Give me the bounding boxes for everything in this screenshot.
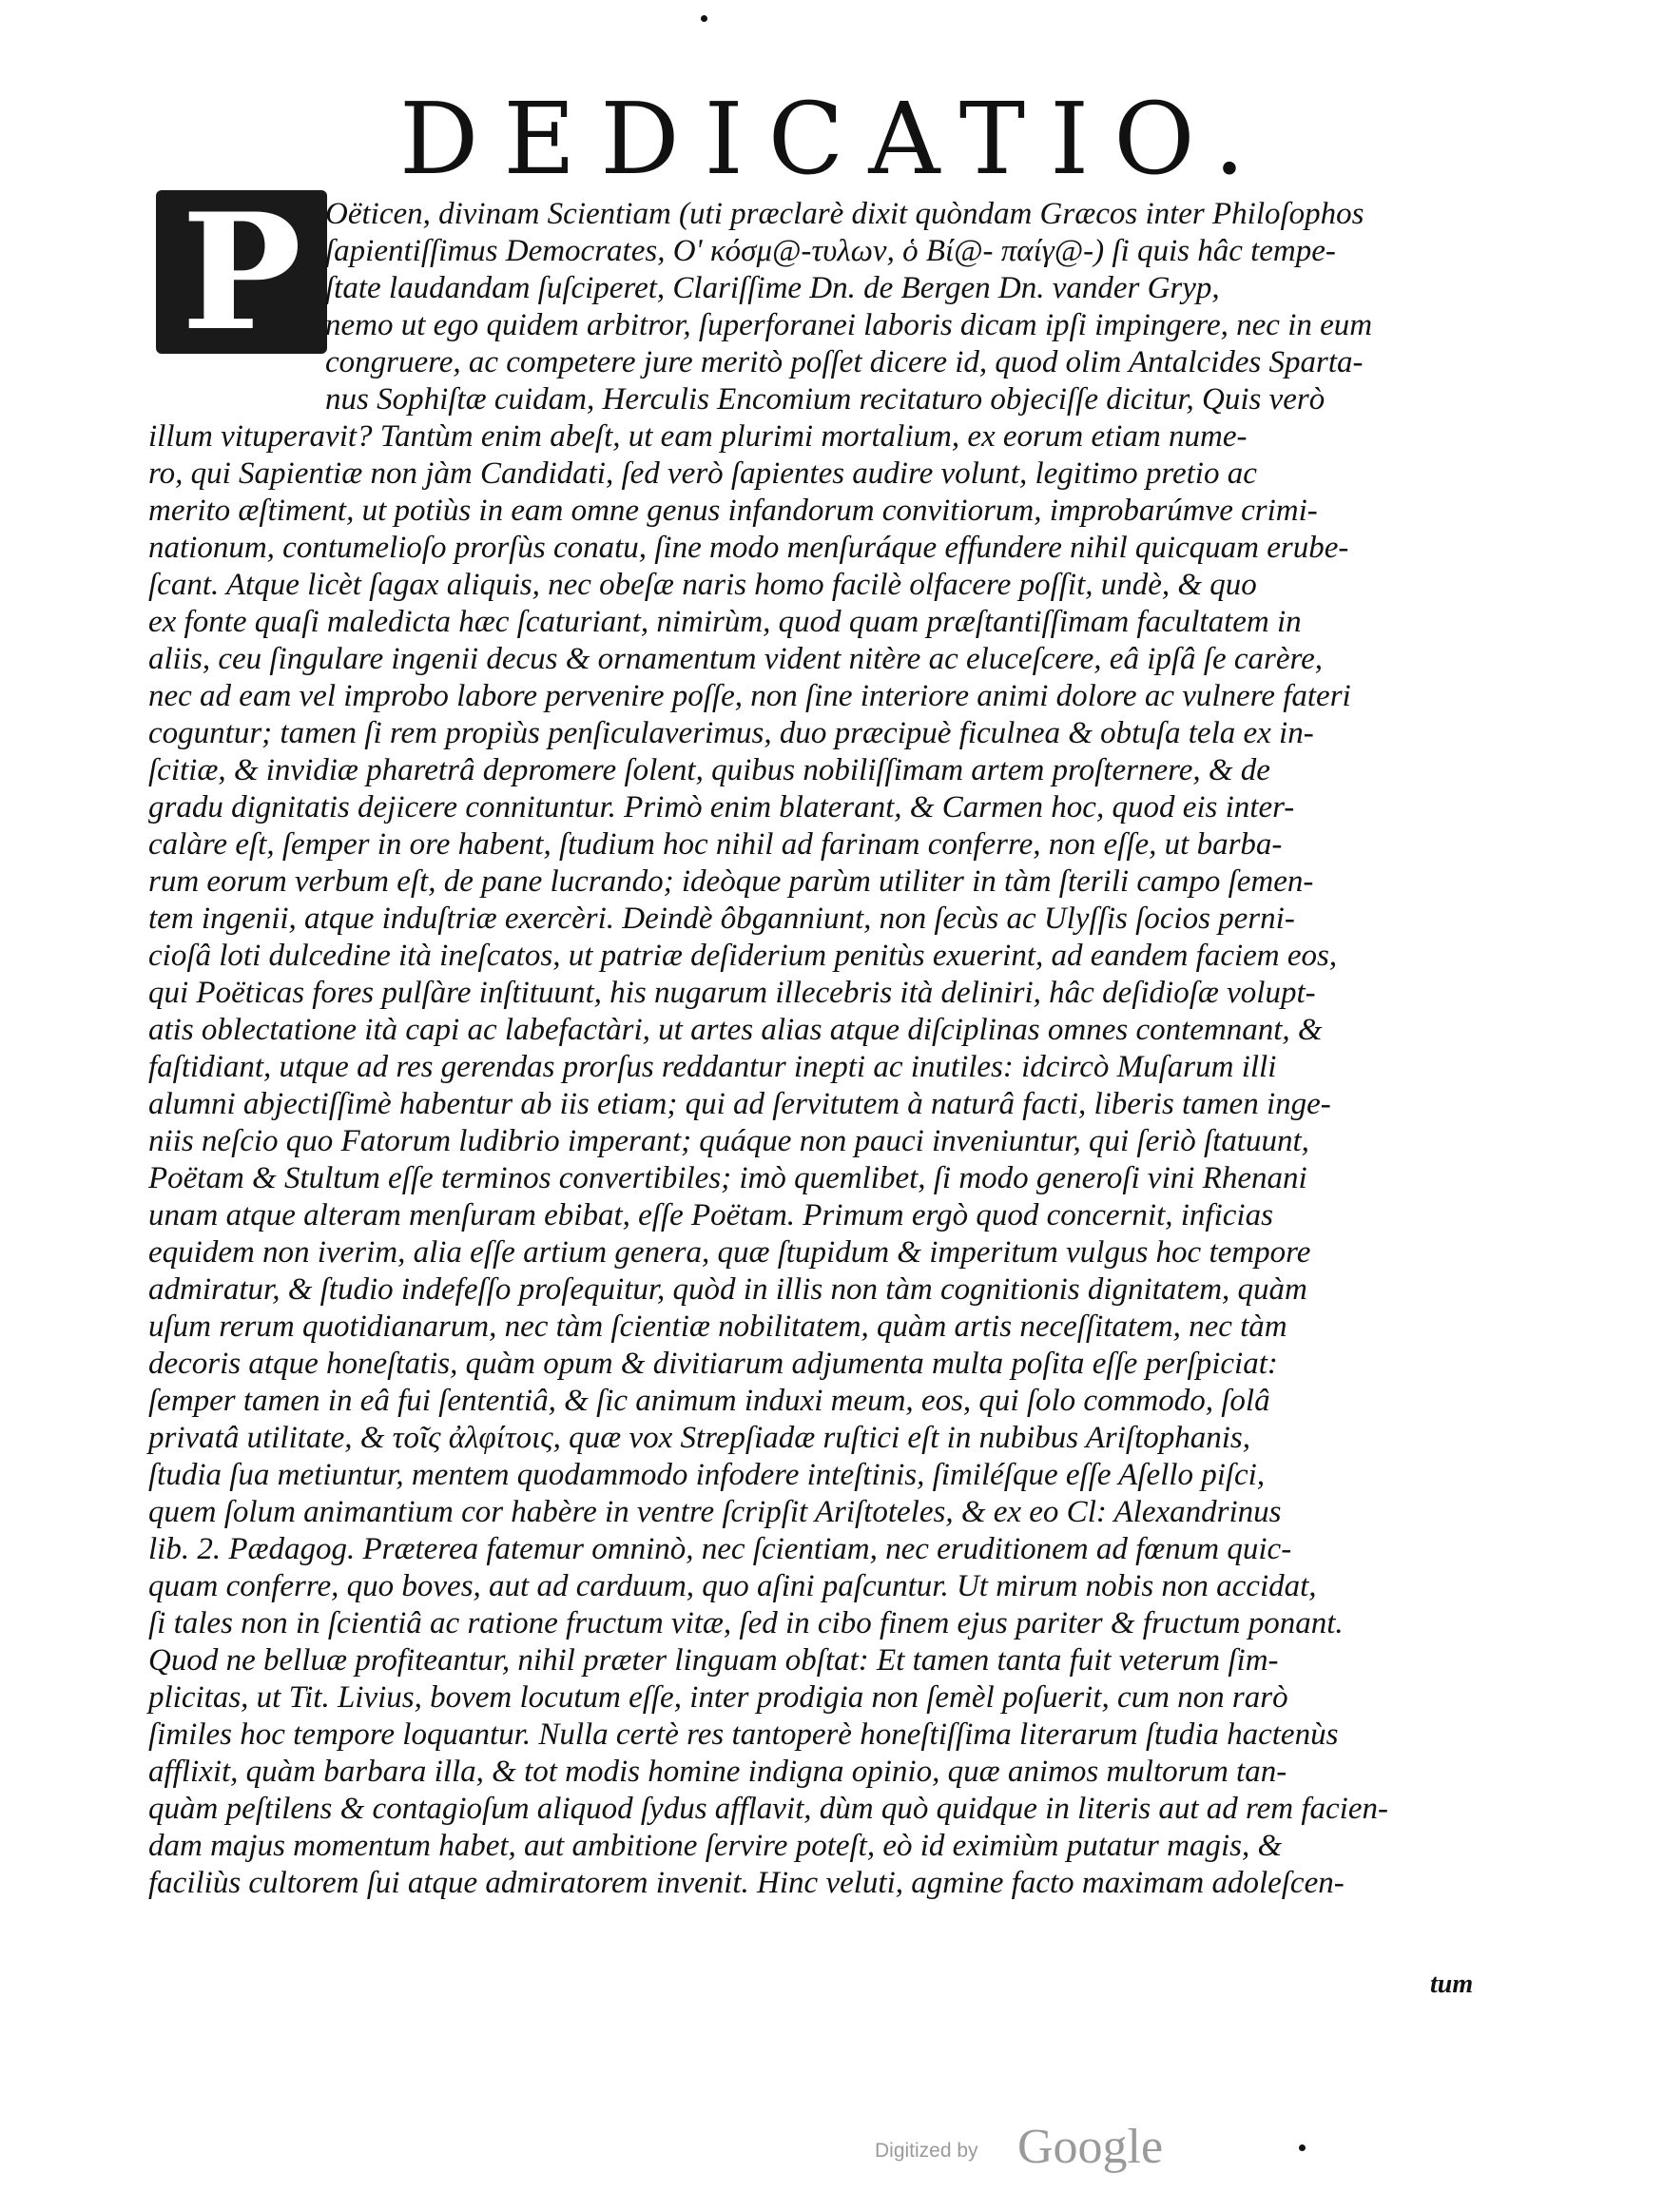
- text-line: admiratur, & ſtudio indefeſſo proſequitur, quòd in illis non tàm cognitionis dignitatem, quàm: [148, 1272, 1307, 1307]
- text-line: atis oblectatione ità capi ac labefactàri, ut artes alias atque diſciplinas omnes contemnant, &: [148, 1013, 1323, 1047]
- text-line: qui Poëticas fores pulſàre inſtituunt, his nugarum illecebris ità deliniri, hâc deſidioſæ volupt-: [148, 976, 1316, 1010]
- text-line: merito æſtiment, ut potiùs in eam omne genus infandorum convitiorum, improbarúmve crimi-: [148, 494, 1318, 528]
- text-line: faſtidiant, utque ad res gerendas prorſus reddantur inepti ac inutiles: idcircò Muſarum illi: [148, 1050, 1277, 1084]
- text-line: illum vituperavit? Tantùm enim abeſt, ut eam plurimi mortalium, ex eorum etiam nume-: [148, 419, 1248, 454]
- text-line: alumni abjectiſſimè habentur ab iis etiam; qui ad ſervitutem à naturâ facti, liberis tamen inge-: [148, 1087, 1331, 1121]
- text-line: quàm peſtilens & contagioſum aliquod ſydus afflavit, dùm quò quidque in literis aut ad rem facien-: [148, 1792, 1388, 1826]
- text-line: congruere, ac competere jure meritò poſſet dicere id, quod olim Antalcides Sparta-: [325, 345, 1364, 379]
- text-line: cioſâ loti dulcedine ità ineſcatos, ut patriæ deſiderium penitùs exuerint, ad eandem faciem eos,: [148, 939, 1338, 973]
- text-line: rum eorum verbum eſt, de pane lucrando; ideòque parùm utiliter in tàm ſterili campo ſemen-: [148, 864, 1314, 899]
- digitization-watermark: [875, 2119, 1217, 2176]
- text-line: gradu dignitatis dejicere connituntur. Primò enim blaterant, & Carmen hoc, quod eis inter-: [148, 790, 1295, 825]
- catchword: tum: [1430, 1969, 1474, 1999]
- text-line: quam conferre, quo boves, aut ad carduum, quo aſini paſcuntur. Ut mirum nobis non accidat,: [148, 1569, 1317, 1603]
- text-line: decoris atque honeſtatis, quàm opum & divitiarum adjumenta multa poſita eſſe perſpiciat:: [148, 1347, 1278, 1381]
- text-line: dam majus momentum habet, aut ambitione ſervire poteſt, eò id eximiùm putatur magis, &: [148, 1829, 1283, 1863]
- text-line: nationum, contumelioſo prorſùs conatu, ſine modo menſuráque effundere nihil quicquam erube-: [148, 531, 1349, 565]
- text-line: ſcant. Atque licèt ſagax aliquis, nec obeſæ naris homo facilè olfacere poſſit, undè, & quo: [148, 568, 1257, 602]
- text-line: afflixit, quàm barbara illa, & tot modis homine indigna opinio, quæ animos multorum tan-: [148, 1755, 1287, 1789]
- text-line: privatâ utilitate, & τοῖς ἀλφίτοις, quæ vox Strepſiadæ ruſtici eſt in nubibus Ariſtophanis,: [148, 1421, 1251, 1455]
- text-line: tem ingenii, atque induſtriæ exercèri. Deindè ôbganniunt, non ſecùs ac Ulyſſis ſocios perni-: [148, 902, 1295, 936]
- text-line: lib. 2. Pædagog. Præterea fatemur omninò, nec ſcientiam, nec eruditionem ad fœnum quic-: [148, 1532, 1292, 1566]
- text-line: faciliùs cultorem ſui atque admiratorem invenit. Hinc veluti, agmine facto maximam adoleſcen-: [148, 1866, 1345, 1900]
- text-line: Oëticen, divinam Scientiam (uti præclarè dixit quòndam Græcos inter Philoſophos: [325, 197, 1364, 231]
- text-line: nec ad eam vel improbo labore pervenire poſſe, non ſine interiore animi dolore ac vulnere fateri: [148, 679, 1351, 713]
- google-brand: Google: [1017, 2120, 1164, 2174]
- ink-dot-bottom: [1299, 2144, 1306, 2151]
- text-line: nemo ut ego quidem arbitror, ſuperforanei laboris dicam ipſi impingere, nec in eum: [325, 308, 1373, 342]
- text-line: ſemper tamen in eâ fui ſententiâ, & ſic animum induxi meum, eos, qui ſolo commodo, ſolâ: [148, 1384, 1270, 1418]
- ink-dot-top: [701, 15, 707, 22]
- text-line: Quod ne belluæ profiteantur, nihil præter linguam obſtat: Et tamen tanta fuit veterum ſim-: [148, 1643, 1279, 1678]
- text-line: ro, qui Sapientiæ non jàm Candidati, ſed verò ſapientes audire volunt, legitimo pretio ac: [148, 456, 1257, 491]
- text-line: ex fonte quaſi maledicta hæc ſcaturiant, nimirùm, quod quam præſtantiſſimam facultatem in: [148, 605, 1302, 639]
- text-line: ſtate laudandam ſuſciperet, Clariſſime Dn. de Bergen Dn. vander Gryp,: [325, 271, 1220, 305]
- drop-cap-letter: P: [181, 178, 302, 366]
- text-line: niis neſcio quo Fatorum ludibrio imperant; quáque non pauci inveniuntur, qui ſeriò ſtatuunt,: [148, 1124, 1309, 1158]
- text-line: ſi tales non in ſcientiâ ac ratione fructum vitæ, ſed in cibo finem ejus pariter & fructum ponant.: [148, 1606, 1344, 1640]
- text-line: ſtudia ſua metiuntur, mentem quodammodo infodere inteſtinis, ſimiléſque eſſe Aſello piſci,: [148, 1458, 1266, 1492]
- text-line: unam atque alteram menſuram ebibat, eſſe Poëtam. Primum ergò quod concernit, inficias: [148, 1198, 1273, 1232]
- text-line: ſimiles hoc tempore loquantur. Nulla certè res tantoperè honeſtiſſima literarum ſtudia hactenùs: [148, 1717, 1339, 1752]
- text-line: ſcitiæ, & invidiæ pharetrâ depromere ſolent, quibus nobiliſſimam artem proſternere, & de: [148, 753, 1270, 787]
- page-title: DEDICATIO.: [399, 81, 1270, 197]
- text-line: ſapientiſſimus Democrates, Oʹ κόσμ@-τυλων, ὁ Βί@- παίγ@-) ſi quis hâc tempe-: [325, 234, 1336, 268]
- text-line: calàre eſt, ſemper in ore habent, ſtudium hoc nihil ad farinam conferre, non eſſe, ut barba-: [148, 827, 1283, 862]
- text-line: coguntur; tamen ſi rem propiùs penſiculaverimus, duo præcipuè ficulnea & obtuſa tela ex in-: [148, 716, 1314, 750]
- text-line: Poëtam & Stultum eſſe terminos convertibiles; imò quemlibet, ſi modo generoſi vini Rhenani: [148, 1161, 1307, 1195]
- text-line: plicitas, ut Tit. Livius, bovem locutum eſſe, inter prodigia non ſemèl poſuerit, cum non rarò: [148, 1680, 1288, 1715]
- text-line: equidem non iverim, alia eſſe artium genera, quæ ſtupidum & imperitum vulgus hoc tempore: [148, 1235, 1311, 1270]
- digitized-by-label: Digitized by: [875, 2140, 978, 2162]
- text-line: nus Sophiſtæ cuidam, Herculis Encomium recitaturo objeciſſe dicitur, Quis verò: [325, 382, 1325, 417]
- text-line: quem ſolum animantium cor habère in ventre ſcripſit Ariſtoteles, & ex eo Cl: Alexandrinus: [148, 1495, 1282, 1529]
- text-line: aliis, ceu ſingulare ingenii decus & ornamentum vident nitère ac eluceſcere, eâ ipſâ ſe carère,: [148, 642, 1324, 676]
- text-line: uſum rerum quotidianarum, nec tàm ſcientiæ nobilitatem, quàm artis neceſſitatem, nec tàm: [148, 1310, 1287, 1344]
- decorated-initial: [156, 178, 327, 366]
